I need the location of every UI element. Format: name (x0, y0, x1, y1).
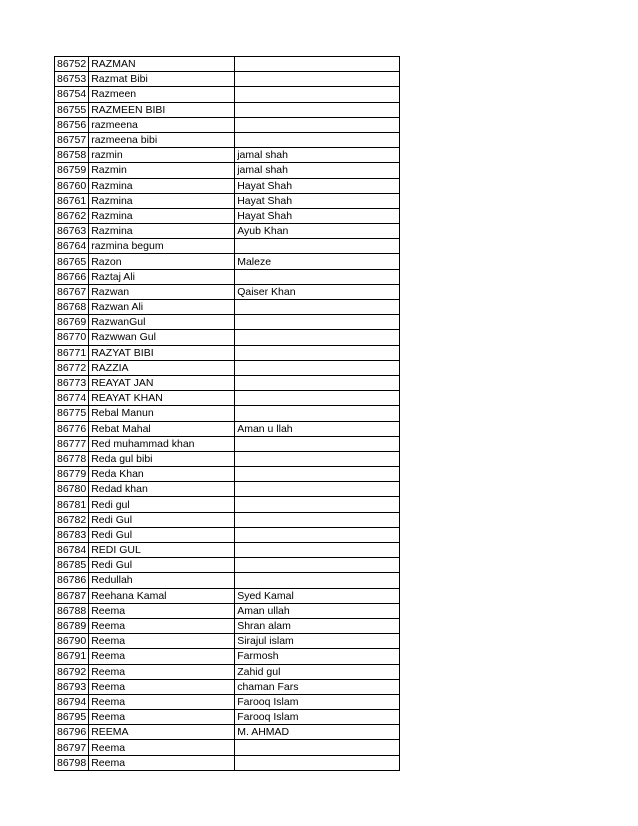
name-cell: Raztaj Ali (89, 269, 235, 284)
record-id-cell: 86771 (55, 345, 89, 360)
record-id-cell: 86789 (55, 618, 89, 633)
table-row (55, 254, 400, 269)
record-id-cell: 86776 (55, 421, 89, 436)
name-cell: RAZMEEN BIBI (89, 102, 235, 117)
father-name-cell: Ayub Khan (235, 224, 400, 239)
father-name-cell: M. AHMAD (235, 725, 400, 740)
father-name-cell (235, 436, 400, 451)
father-name-cell (235, 391, 400, 406)
record-id-cell: 86790 (55, 634, 89, 649)
father-name-cell: Sirajul islam (235, 634, 400, 649)
record-id-cell: 86798 (55, 755, 89, 770)
father-name-cell: Farooq Islam (235, 694, 400, 709)
record-id-cell: 86757 (55, 132, 89, 147)
records-table-body (55, 57, 400, 771)
name-cell: Red muhammad khan (89, 436, 235, 451)
name-cell: Razwan (89, 284, 235, 299)
father-name-cell: Zahid gul (235, 664, 400, 679)
table-row (55, 330, 400, 345)
father-name-cell: Aman ullah (235, 603, 400, 618)
table-row (55, 679, 400, 694)
name-cell: razmina begum (89, 239, 235, 254)
record-id-cell: 86772 (55, 360, 89, 375)
father-name-cell: Hayat Shah (235, 178, 400, 193)
father-name-cell (235, 527, 400, 542)
table-row (55, 649, 400, 664)
name-cell: RAZZIA (89, 360, 235, 375)
table-row (55, 694, 400, 709)
name-cell: Redi Gul (89, 558, 235, 573)
table-row (55, 193, 400, 208)
father-name-cell (235, 360, 400, 375)
father-name-cell (235, 451, 400, 466)
record-id-cell: 86755 (55, 102, 89, 117)
name-cell: Razmeen (89, 87, 235, 102)
table-row (55, 57, 400, 72)
record-id-cell: 86788 (55, 603, 89, 618)
table-row (55, 512, 400, 527)
name-cell: Razmin (89, 163, 235, 178)
father-name-cell (235, 345, 400, 360)
father-name-cell (235, 467, 400, 482)
record-id-cell: 86756 (55, 117, 89, 132)
table-row (55, 588, 400, 603)
record-id-cell: 86791 (55, 649, 89, 664)
father-name-cell: jamal shah (235, 148, 400, 163)
record-id-cell: 86773 (55, 375, 89, 390)
record-id-cell: 86769 (55, 315, 89, 330)
table-row (55, 269, 400, 284)
table-row (55, 436, 400, 451)
name-cell: razmeena (89, 117, 235, 132)
name-cell: Razwan Ali (89, 300, 235, 315)
record-id-cell: 86793 (55, 679, 89, 694)
table-row (55, 132, 400, 147)
table-row (55, 603, 400, 618)
record-id-cell: 86767 (55, 284, 89, 299)
father-name-cell (235, 406, 400, 421)
name-cell: razmin (89, 148, 235, 163)
table-row (55, 740, 400, 755)
record-id-cell: 86779 (55, 467, 89, 482)
table-row (55, 482, 400, 497)
father-name-cell (235, 512, 400, 527)
record-id-cell: 86783 (55, 527, 89, 542)
table-row (55, 117, 400, 132)
table-row (55, 300, 400, 315)
table-row (55, 284, 400, 299)
record-id-cell: 86761 (55, 193, 89, 208)
name-cell: REAYAT KHAN (89, 391, 235, 406)
name-cell: RazwanGul (89, 315, 235, 330)
table-row (55, 102, 400, 117)
table-row (55, 239, 400, 254)
father-name-cell (235, 57, 400, 72)
name-cell: Razmina (89, 178, 235, 193)
name-cell: Razwwan Gul (89, 330, 235, 345)
name-cell: REAYAT JAN (89, 375, 235, 390)
name-cell: Reehana Kamal (89, 588, 235, 603)
name-cell: Redi gul (89, 497, 235, 512)
name-cell: Reema (89, 603, 235, 618)
name-cell: Reema (89, 740, 235, 755)
name-cell: Reema (89, 710, 235, 725)
father-name-cell: Shran alam (235, 618, 400, 633)
name-cell: Reema (89, 618, 235, 633)
table-row (55, 224, 400, 239)
record-id-cell: 86754 (55, 87, 89, 102)
table-row (55, 345, 400, 360)
name-cell: Razmina (89, 193, 235, 208)
name-cell: razmeena bibi (89, 132, 235, 147)
father-name-cell (235, 117, 400, 132)
name-cell: RAZMAN (89, 57, 235, 72)
record-id-cell: 86795 (55, 710, 89, 725)
name-cell: Reema (89, 694, 235, 709)
name-cell: REEMA (89, 725, 235, 740)
father-name-cell: jamal shah (235, 163, 400, 178)
father-name-cell (235, 102, 400, 117)
table-row (55, 148, 400, 163)
name-cell: Redi Gul (89, 527, 235, 542)
record-id-cell: 86765 (55, 254, 89, 269)
name-cell: Razon (89, 254, 235, 269)
father-name-cell: Maleze (235, 254, 400, 269)
table-row (55, 664, 400, 679)
name-cell: Razmina (89, 208, 235, 223)
table-row (55, 391, 400, 406)
name-cell: Reema (89, 679, 235, 694)
table-row (55, 755, 400, 770)
table-row (55, 634, 400, 649)
name-cell: Redad khan (89, 482, 235, 497)
record-id-cell: 86792 (55, 664, 89, 679)
table-row (55, 710, 400, 725)
father-name-cell (235, 558, 400, 573)
father-name-cell (235, 375, 400, 390)
record-id-cell: 86796 (55, 725, 89, 740)
record-id-cell: 86786 (55, 573, 89, 588)
table-row (55, 406, 400, 421)
name-cell: REDI GUL (89, 543, 235, 558)
table-row (55, 467, 400, 482)
table-row (55, 360, 400, 375)
table-row (55, 421, 400, 436)
father-name-cell: chaman Fars (235, 679, 400, 694)
father-name-cell (235, 239, 400, 254)
father-name-cell (235, 132, 400, 147)
name-cell: Redullah (89, 573, 235, 588)
record-id-cell: 86778 (55, 451, 89, 466)
father-name-cell (235, 315, 400, 330)
name-cell: Reema (89, 649, 235, 664)
name-cell: Rebal Manun (89, 406, 235, 421)
father-name-cell (235, 482, 400, 497)
father-name-cell (235, 300, 400, 315)
record-id-cell: 86775 (55, 406, 89, 421)
record-id-cell: 86752 (55, 57, 89, 72)
records-table (54, 56, 400, 771)
record-id-cell: 86774 (55, 391, 89, 406)
name-cell: Razmat Bibi (89, 72, 235, 87)
name-cell: Reda gul bibi (89, 451, 235, 466)
name-cell: Rebat Mahal (89, 421, 235, 436)
table-row (55, 87, 400, 102)
father-name-cell: Farooq Islam (235, 710, 400, 725)
record-id-cell: 86787 (55, 588, 89, 603)
record-id-cell: 86763 (55, 224, 89, 239)
table-row (55, 543, 400, 558)
table-row (55, 315, 400, 330)
record-id-cell: 86770 (55, 330, 89, 345)
father-name-cell (235, 755, 400, 770)
father-name-cell (235, 740, 400, 755)
record-id-cell: 86785 (55, 558, 89, 573)
table-row (55, 725, 400, 740)
table-row (55, 618, 400, 633)
father-name-cell: Hayat Shah (235, 208, 400, 223)
record-id-cell: 86762 (55, 208, 89, 223)
father-name-cell (235, 543, 400, 558)
record-id-cell: 86764 (55, 239, 89, 254)
table-row (55, 573, 400, 588)
table-row (55, 72, 400, 87)
table-row (55, 558, 400, 573)
table-row (55, 178, 400, 193)
record-id-cell: 86797 (55, 740, 89, 755)
father-name-cell: Syed Kamal (235, 588, 400, 603)
record-id-cell: 86784 (55, 543, 89, 558)
father-name-cell (235, 87, 400, 102)
table-row (55, 451, 400, 466)
name-cell: Reema (89, 755, 235, 770)
record-id-cell: 86766 (55, 269, 89, 284)
father-name-cell (235, 269, 400, 284)
record-id-cell: 86753 (55, 72, 89, 87)
father-name-cell: Hayat Shah (235, 193, 400, 208)
table-row (55, 497, 400, 512)
name-cell: Reda Khan (89, 467, 235, 482)
name-cell: Reema (89, 634, 235, 649)
record-id-cell: 86781 (55, 497, 89, 512)
table-row (55, 163, 400, 178)
father-name-cell (235, 497, 400, 512)
record-id-cell: 86777 (55, 436, 89, 451)
table-row (55, 208, 400, 223)
record-id-cell: 86780 (55, 482, 89, 497)
father-name-cell: Aman u llah (235, 421, 400, 436)
name-cell: RAZYAT BIBI (89, 345, 235, 360)
name-cell: Razmina (89, 224, 235, 239)
father-name-cell (235, 72, 400, 87)
name-cell: Redi Gul (89, 512, 235, 527)
record-id-cell: 86794 (55, 694, 89, 709)
name-cell: Reema (89, 664, 235, 679)
table-row (55, 375, 400, 390)
father-name-cell: Farmosh (235, 649, 400, 664)
father-name-cell (235, 330, 400, 345)
record-id-cell: 86768 (55, 300, 89, 315)
record-id-cell: 86760 (55, 178, 89, 193)
record-id-cell: 86782 (55, 512, 89, 527)
father-name-cell: Qaiser Khan (235, 284, 400, 299)
table-row (55, 527, 400, 542)
record-id-cell: 86759 (55, 163, 89, 178)
record-id-cell: 86758 (55, 148, 89, 163)
father-name-cell (235, 573, 400, 588)
